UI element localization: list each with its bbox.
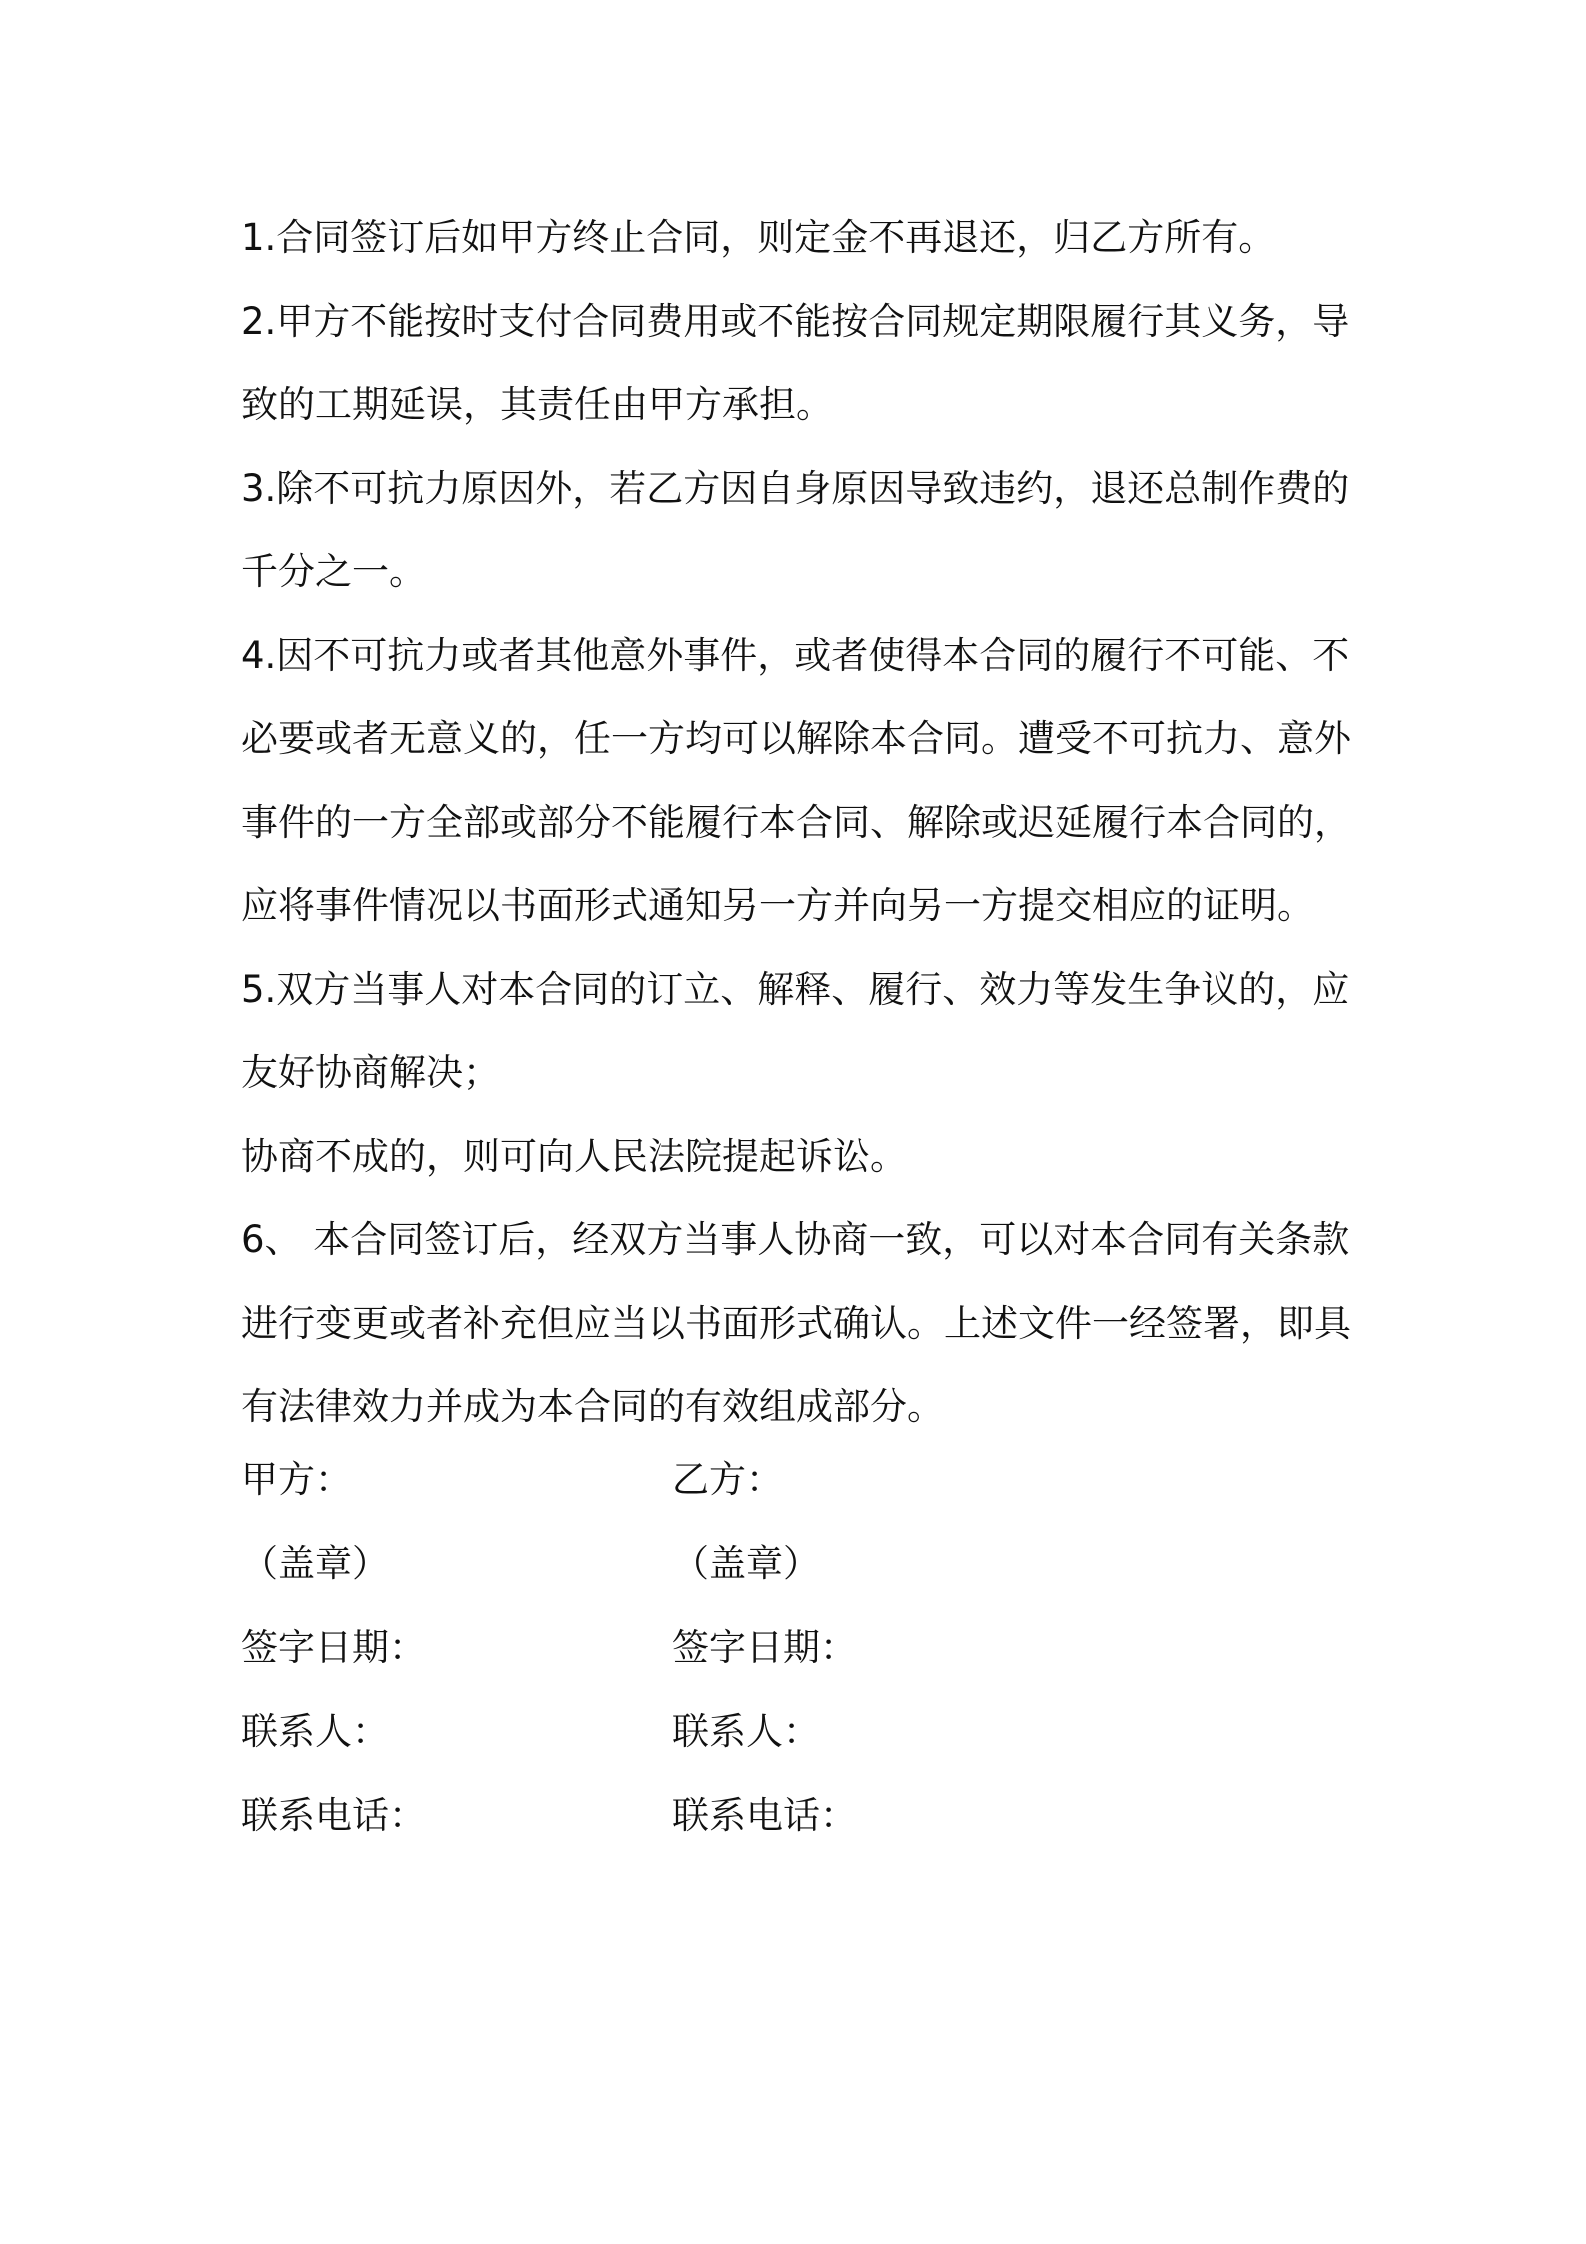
party-a-seal: （盖章） <box>241 1542 389 1585</box>
party-b-seal: （盖章） <box>672 1542 820 1585</box>
clause-4: 4.因不可抗力或者其他意外事件，或者使得本合同的履行不可能、不必要或者无意义的，任一方均可以解除本合同。遭受不可抗力、意外事件的一方全部或部分不能履行本合同、解除或迟延履行本合同的，应将事件情况以书面形式通知另一方并向另一方提交相应的证明。 <box>241 633 1351 927</box>
party-a-contact: 联系人： <box>241 1710 389 1753</box>
clause-6: 6、 本合同签订后，经双方当事人协商一致，可以对本合同有关条款进行变更或者补充但应当以书面形式确认。上述文件一经签署，即具有法律效力并成为本合同的有效组成部分。 <box>241 1218 1351 1428</box>
party-b-phone: 联系电话： <box>672 1794 857 1837</box>
party-b-sign-date: 签字日期： <box>672 1626 857 1669</box>
clause-5: 5.双方当事人对本合同的订立、解释、履行、效力等发生争议的，应友好协商解决； <box>241 967 1350 1094</box>
party-a-sign-date: 签字日期： <box>241 1626 426 1669</box>
clause-1: 1.合同签订后如甲方终止合同，则定金不再退还，归乙方所有。 <box>241 216 1276 259</box>
contract-clauses <box>241 196 1361 1449</box>
signature-row-seal <box>241 1522 1361 1606</box>
clause-5-continued: 协商不成的，则可向人民法院提起诉讼。 <box>241 1134 907 1178</box>
signature-block <box>241 1438 1361 1858</box>
party-a-label: 甲方： <box>241 1458 352 1501</box>
clause-2: 2.甲方不能按时支付合同费用或不能按合同规定期限履行其义务，导致的工期延误，其责任由甲方承担。 <box>241 299 1350 426</box>
signature-row-party <box>241 1438 1361 1522</box>
signature-row-contact <box>241 1690 1361 1774</box>
signature-row-phone <box>241 1774 1361 1858</box>
party-b-contact: 联系人： <box>672 1710 820 1753</box>
clause-3: 3.除不可抗力原因外，若乙方因自身原因导致违约，退还总制作费的千分之一。 <box>241 466 1350 593</box>
signature-row-date <box>241 1606 1361 1690</box>
party-a-phone: 联系电话： <box>241 1794 426 1837</box>
party-b-label: 乙方： <box>672 1458 783 1501</box>
